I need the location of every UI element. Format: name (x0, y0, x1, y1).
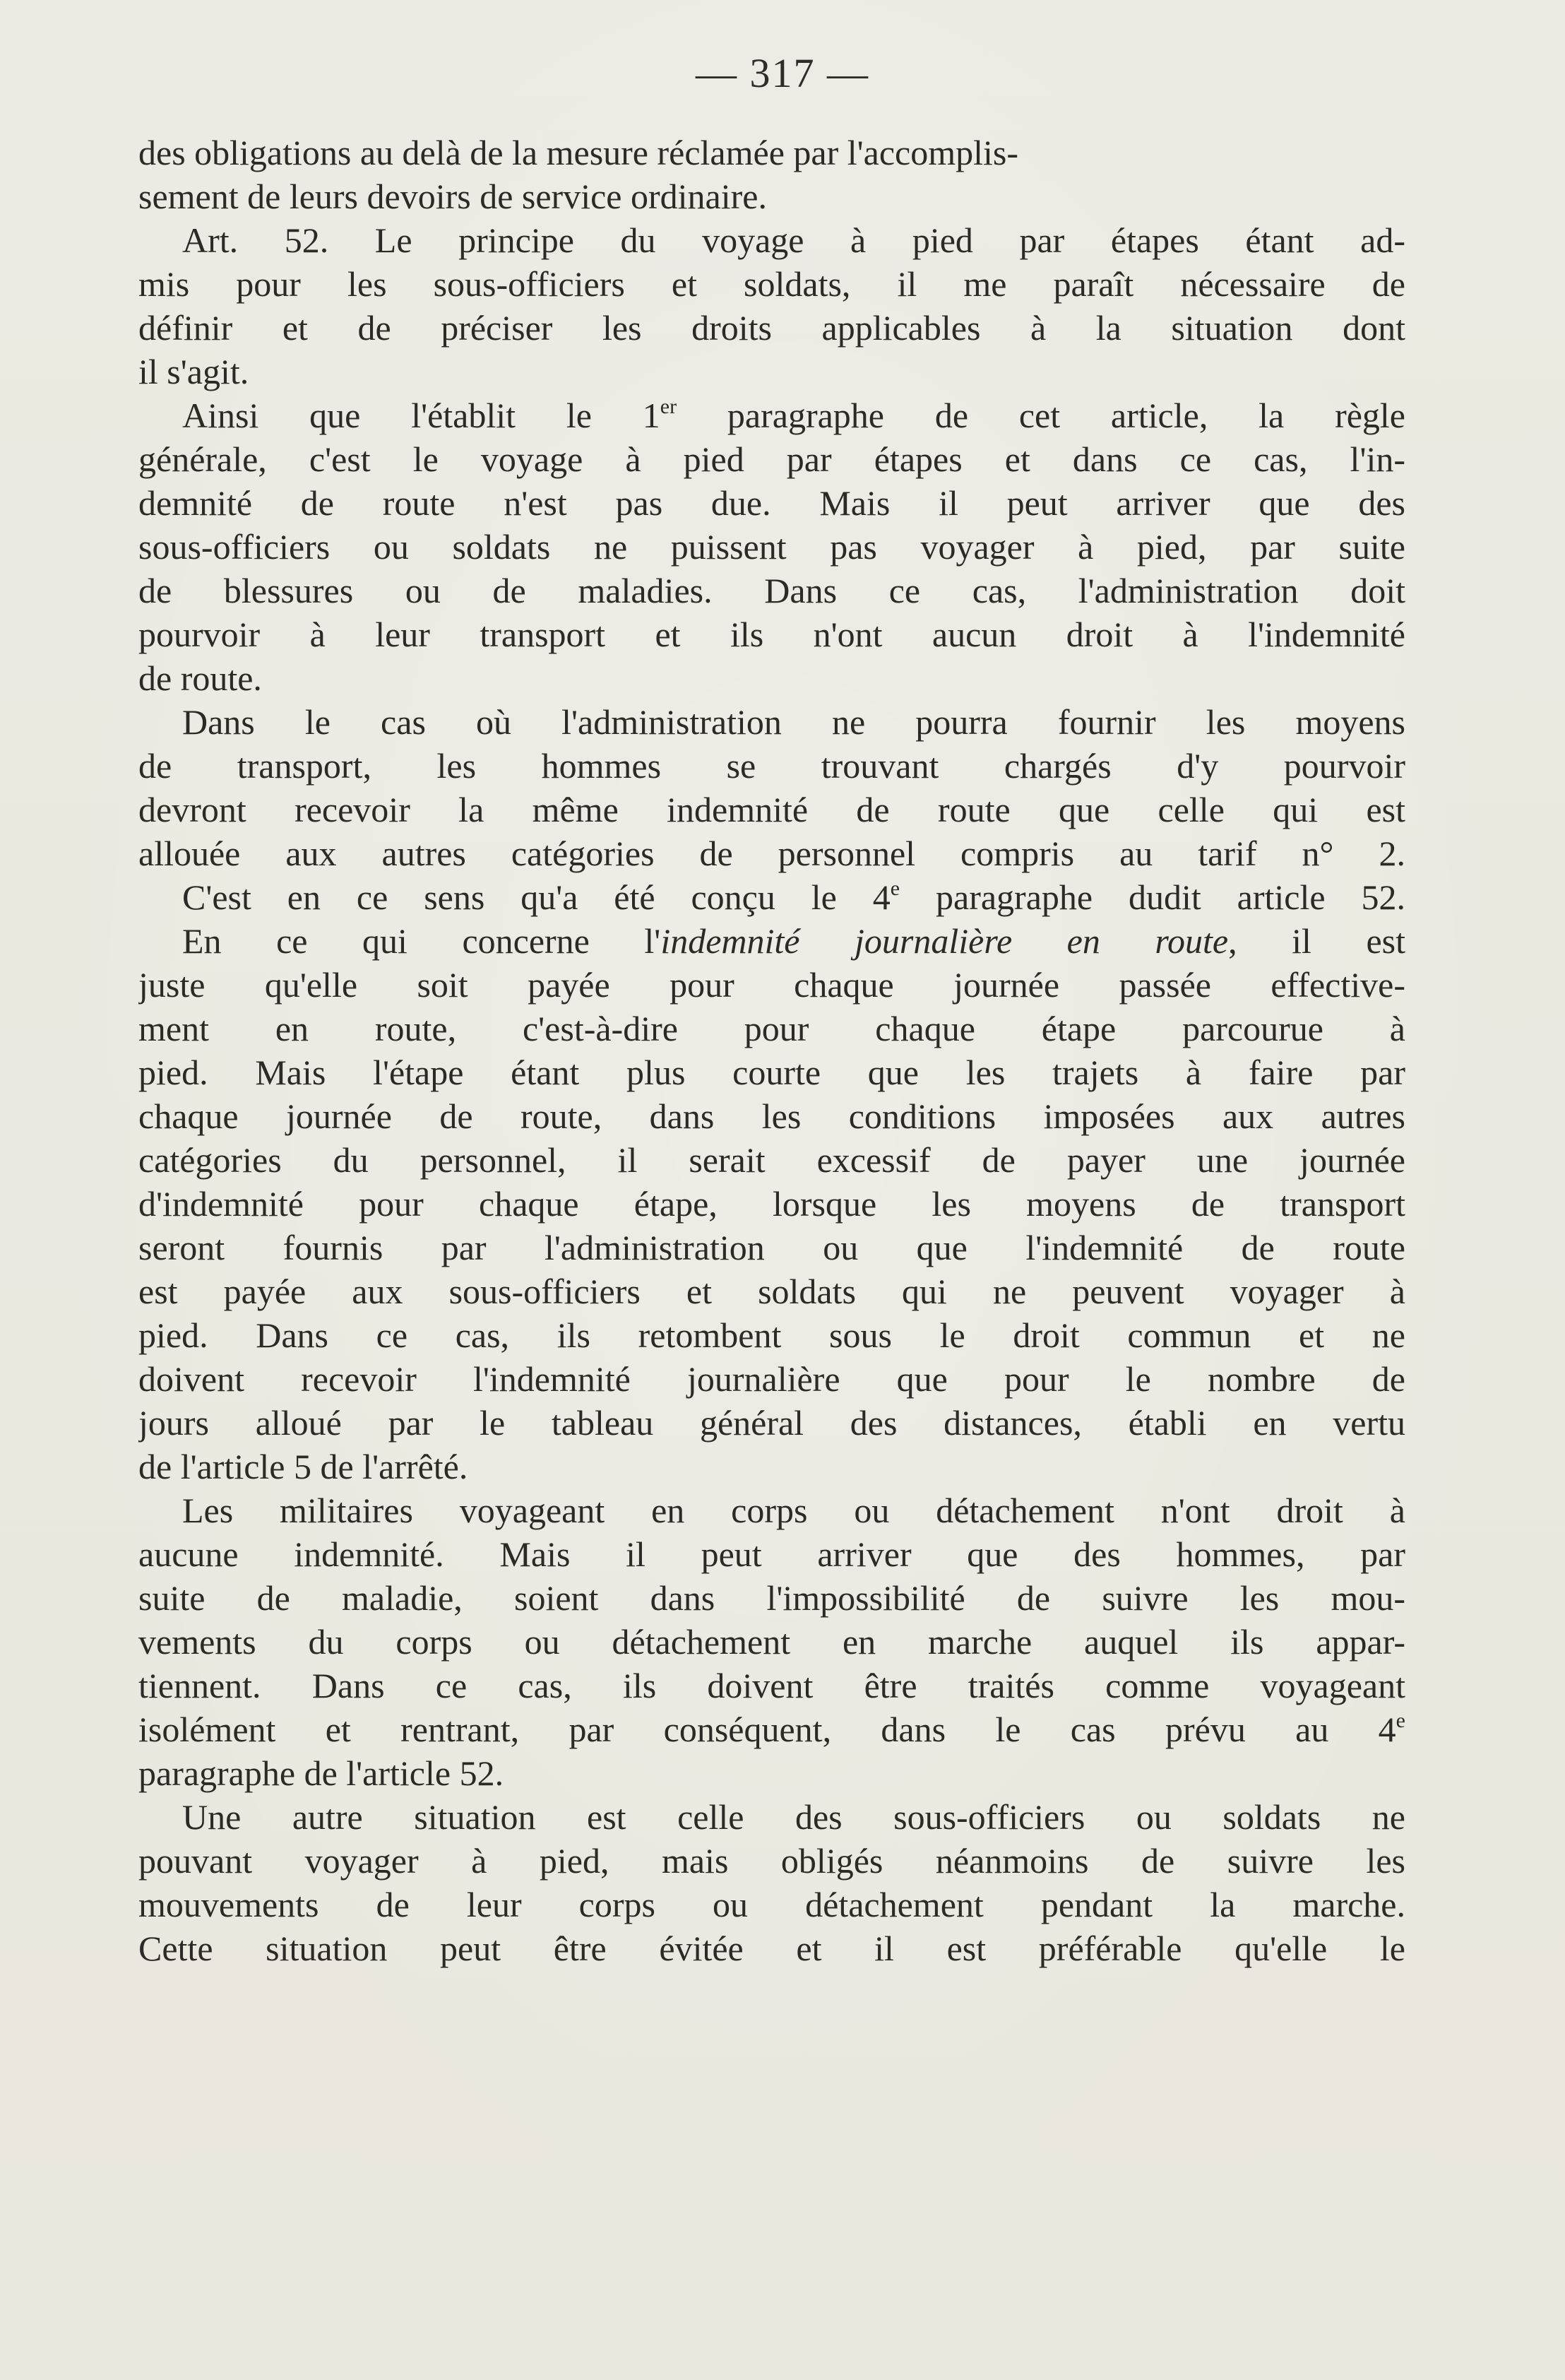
text-line: ment en route, c'est-à-dire pour chaque étape parcourue à (138, 1009, 1405, 1048)
text-line: catégories du personnel, il serait excessif de payer une journée (138, 1140, 1405, 1180)
text-line: Les militaires voyageant en corps ou détachement n'ont droit à (182, 1491, 1405, 1530)
text-line (138, 919, 1405, 963)
superscript: er (660, 395, 677, 418)
text-line: Cette situation peut être évitée et il est préférable qu'elle le (138, 1929, 1405, 1968)
text-fragment: En ce qui concerne l' (182, 921, 661, 961)
text-line: jours alloué par le tableau général des distances, établi en vertu (138, 1403, 1405, 1443)
superscript: e (890, 877, 900, 900)
superscript: e (1396, 1709, 1405, 1732)
text-line: des obligations au delà de la mesure réclamée par l'accomplis- (138, 133, 1018, 172)
text-line: tiennent. Dans ce cas, ils doivent être traités comme voyageant (138, 1666, 1405, 1705)
text-fragment: C'est en ce sens qu'a été conçu le 4 (182, 877, 891, 917)
text-line: pied. Mais l'étape étant plus courte que les trajets à faire par (138, 1053, 1405, 1092)
text-line: demnité de route n'est pas due. Mais il peut arriver que des (138, 483, 1405, 523)
text-line: d'indemnité pour chaque étape, lorsque les moyens de transport (138, 1184, 1405, 1224)
text-line: Art. 52. Le principe du voyage à pied par étapes étant ad- (182, 220, 1405, 260)
text-line: seront fournis par l'administration ou que l'indemnité de route (138, 1228, 1405, 1267)
text-line: Une autre situation est celle des sous-officiers ou soldats ne (182, 1797, 1405, 1837)
text-line: de route. (138, 658, 262, 698)
text-line: suite de maladie, soient dans l'impossibilité de suivre les mou- (138, 1578, 1405, 1618)
text-line: de blessures ou de maladies. Dans ce cas, l'administration doit (138, 571, 1405, 610)
text-line: générale, c'est le voyage à pied par étapes et dans ce cas, l'in- (138, 439, 1405, 479)
text-line: est payée aux sous-officiers et soldats qui ne peuvent voyager à (138, 1272, 1405, 1311)
text-line: sous-officiers ou soldats ne puissent pas voyager à pied, par suite (138, 527, 1405, 567)
italic-phrase: indemnité journalière en route (660, 921, 1229, 961)
text-line: juste qu'elle soit payée pour chaque journée passée effective- (138, 965, 1405, 1005)
text-line: aucune indemnité. Mais il peut arriver que des hommes, par (138, 1534, 1405, 1574)
body-text (138, 131, 1405, 1970)
text-line: devront recevoir la même indemnité de route que celle qui est (138, 790, 1405, 829)
text-line: il s'agit. (138, 352, 249, 391)
text-fragment: isolément et rentrant, par conséquent, dans le cas prévu au 4 (138, 1710, 1396, 1749)
text-line (138, 1707, 1405, 1751)
text-line (138, 393, 1405, 437)
text-line: de transport, les hommes se trouvant chargés d'y pourvoir (138, 746, 1405, 786)
text-line (138, 875, 1405, 919)
text-line: définir et de préciser les droits applicables à la situation dont (138, 308, 1405, 348)
text-fragment: Ainsi que l'établit le 1 (182, 396, 660, 435)
text-line: vements du corps ou détachement en marche auquel ils appar- (138, 1622, 1405, 1662)
text-line: chaque journée de route, dans les conditions imposées aux autres (138, 1096, 1405, 1136)
text-line: sement de leurs devoirs de service ordinaire. (138, 177, 767, 216)
text-line: pied. Dans ce cas, ils retombent sous le droit commun et ne (138, 1315, 1405, 1355)
text-line: doivent recevoir l'indemnité journalière que pour le nombre de (138, 1359, 1405, 1399)
text-line: de l'article 5 de l'arrêté. (138, 1447, 468, 1486)
text-line: Dans le cas où l'administration ne pourra fournir les moyens (182, 702, 1405, 742)
text-fragment: paragraphe de cet article, la règle (677, 396, 1405, 435)
page-number: — 317 — (696, 50, 869, 96)
text-line: paragraphe de l'article 52. (138, 1753, 504, 1793)
text-line: mis pour les sous-officiers et soldats, il me paraît nécessaire de (138, 264, 1405, 304)
text-line: allouée aux autres catégories de personnel compris au tarif n° 2. (138, 834, 1405, 873)
text-line: mouvements de leur corps ou détachement pendant la marche. (138, 1885, 1405, 1924)
text-line: pourvoir à leur transport et ils n'ont aucun droit à l'indemnité (138, 615, 1405, 654)
text-fragment: paragraphe dudit article 52. (900, 877, 1405, 917)
text-line: pouvant voyager à pied, mais obligés néanmoins de suivre les (138, 1841, 1405, 1881)
text-fragment: , il est (1228, 921, 1405, 961)
